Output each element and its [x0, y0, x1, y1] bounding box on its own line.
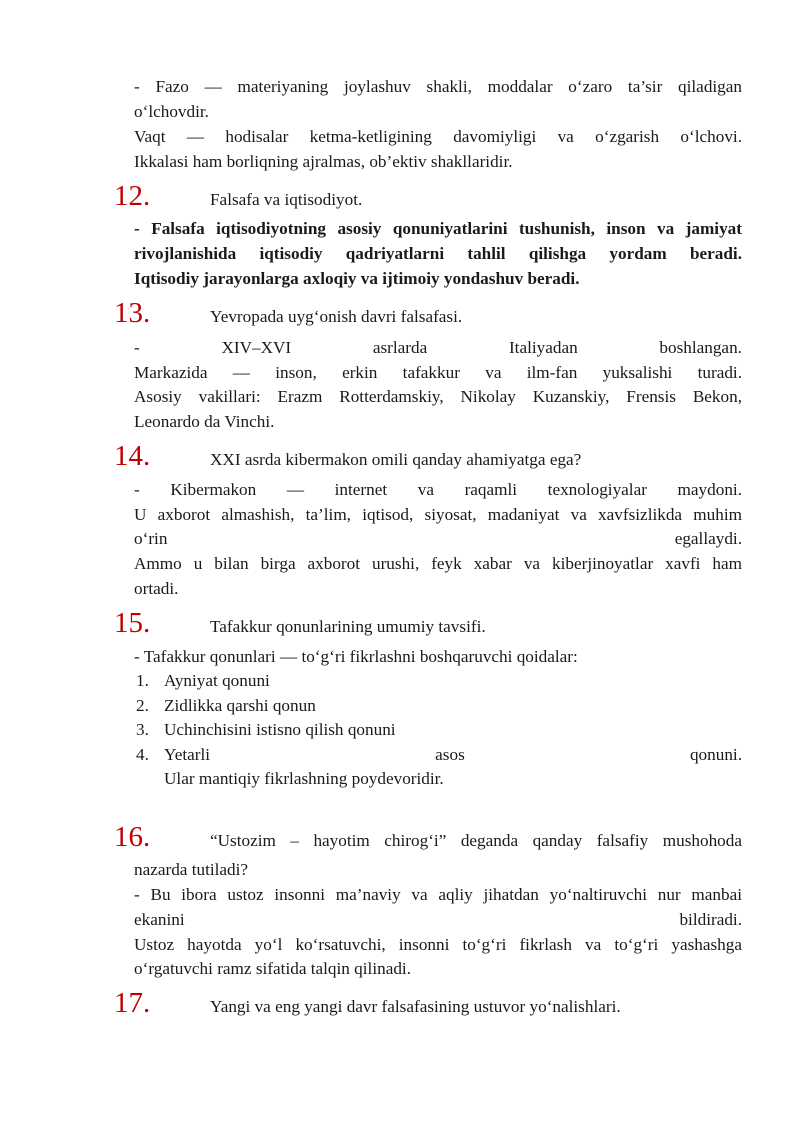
question-14-title: XXI asrda kibermakon omili qanday ahamiyatga ega?: [210, 450, 582, 469]
list-marker: 3.: [136, 720, 149, 740]
intro-line-1: - Fazo — materiyaning joylashuv shakli, moddalar o‘zaro ta’sir qiladigan: [134, 77, 742, 96]
answer-13-line-3: Asosiy vakillari: Erazm Rotterdamskiy, Nikolay Kuzanskiy, Frensis Bekon,: [134, 387, 742, 406]
answer-13-line-4: Leonardo da Vinchi.: [134, 412, 275, 431]
intro-line-3: Vaqt — hodisalar ketma-ketligining davomiyligi va o‘zgarish o‘lchovi.: [134, 127, 742, 146]
question-16-title-line-1: “Ustozim – hayotim chirog‘i” deganda qanday falsafiy mushohoda: [210, 831, 742, 850]
list-marker: 4.: [136, 744, 149, 764]
answer-12-line-2: rivojlanishida iqtisodiy qadriyatlarni tahlil qilishga yordam beradi.: [134, 244, 742, 263]
answer-13-word: Italiyadan: [508, 338, 578, 357]
question-12-number: 12.: [114, 180, 151, 212]
answer-14-line-4: Ammo u bilan birga axborot urushi, feyk xabar va kiberjinoyatlar xavfi ham: [134, 554, 742, 573]
list-closing-text: Ular mantiqiy fikrlashning poydevoridir.: [164, 769, 444, 789]
question-14-number: 14.: [114, 440, 151, 472]
answer-13-line-2: Markazida — inson, erkin tafakkur va ilm-fan yuksalishi turadi.: [134, 363, 742, 382]
answer-13-word: XIV–XVI: [221, 338, 292, 357]
intro-line-2: o‘lchovdir.: [134, 102, 209, 121]
answer-12-line-1: - Falsafa iqtisodiyotning asosiy qonuniyatlarini tushunish, inson va jamiyat: [134, 219, 742, 238]
answer-13-word: asrlarda: [372, 338, 428, 357]
answer-13-word: -: [134, 338, 140, 357]
question-13-title: Yevropada uyg‘onish davri falsafasi.: [210, 307, 463, 326]
list-item-continuation: [134, 767, 742, 792]
list-item-text: Ayniyat qonuni: [164, 671, 270, 690]
list-item: [134, 694, 742, 719]
answer-14-word: o‘rin: [134, 529, 168, 548]
intro-line-4: Ikkalasi ham borliqning ajralmas, ob’ektiv shakllaridir.: [134, 152, 513, 171]
list-item: [134, 743, 742, 768]
question-17-number: 17.: [114, 987, 151, 1019]
laws-list: [134, 669, 742, 792]
question-15-number: 15.: [114, 607, 151, 639]
question-15-title: Tafakkur qonunlarining umumiy tavsifi.: [210, 617, 486, 636]
list-item: [134, 669, 742, 694]
list-item: [134, 718, 742, 743]
question-16-number: 16.: [114, 821, 151, 853]
question-13-number: 13.: [114, 297, 151, 329]
answer-16-word: ekanini: [134, 910, 185, 929]
list-item-word: Yetarli: [164, 744, 210, 764]
answer-16-line-2: [134, 908, 742, 933]
answer-15-intro: - Tafakkur qonunlari — to‘g‘ri fikrlashni boshqaruvchi qoidalar:: [134, 647, 578, 666]
answer-16-line-3: Ustoz hayotda yo‘l ko‘rsatuvchi, insonni to‘g‘ri fikrlash va to‘g‘ri yashashga: [134, 935, 742, 954]
question-12-title: Falsafa va iqtisodiyot.: [210, 190, 363, 209]
list-item-text: Uchinchisini istisno qilish qonuni: [164, 720, 396, 740]
answer-16-word: bildiradi.: [679, 910, 742, 929]
list-item-text: [164, 743, 742, 768]
answer-14-line-1: - Kibermakon — internet va raqamli texnologiyalar maydoni.: [134, 480, 742, 499]
question-16-title-line-2: nazarda tutiladi?: [134, 860, 249, 879]
answer-14-line-3: [134, 527, 742, 552]
answer-16-line-1: - Bu ibora ustoz insonni ma’naviy va aqliy jihatdan yo‘naltiruvchi nur manbai: [134, 885, 742, 904]
list-marker: 1.: [136, 671, 149, 690]
answer-13-word: boshlangan.: [659, 338, 742, 357]
answer-14-word: egallaydi.: [674, 529, 742, 548]
answer-16-line-4: o‘rgatuvchi ramz sifatida talqin qilinadi.: [134, 959, 411, 978]
question-17-title: Yangi va eng yangi davr falsafasining ustuvor yo‘nalishlari.: [210, 997, 621, 1016]
list-item-word: asos: [435, 744, 465, 764]
answer-12-line-3: Iqtisodiy jarayonlarga axloqiy va ijtimoiy yondashuv beradi.: [134, 269, 580, 288]
answer-14-line-5: ortadi.: [134, 579, 179, 598]
list-marker: 2.: [136, 695, 149, 715]
answer-14-line-2: U axborot almashish, ta’lim, iqtisod, siyosat, madaniyat va xavfsizlikda muhim: [134, 505, 742, 524]
list-item-word: qonuni.: [689, 744, 742, 764]
answer-13-line-1: [134, 336, 742, 361]
list-item-text: Zidlikka qarshi qonun: [164, 695, 316, 715]
